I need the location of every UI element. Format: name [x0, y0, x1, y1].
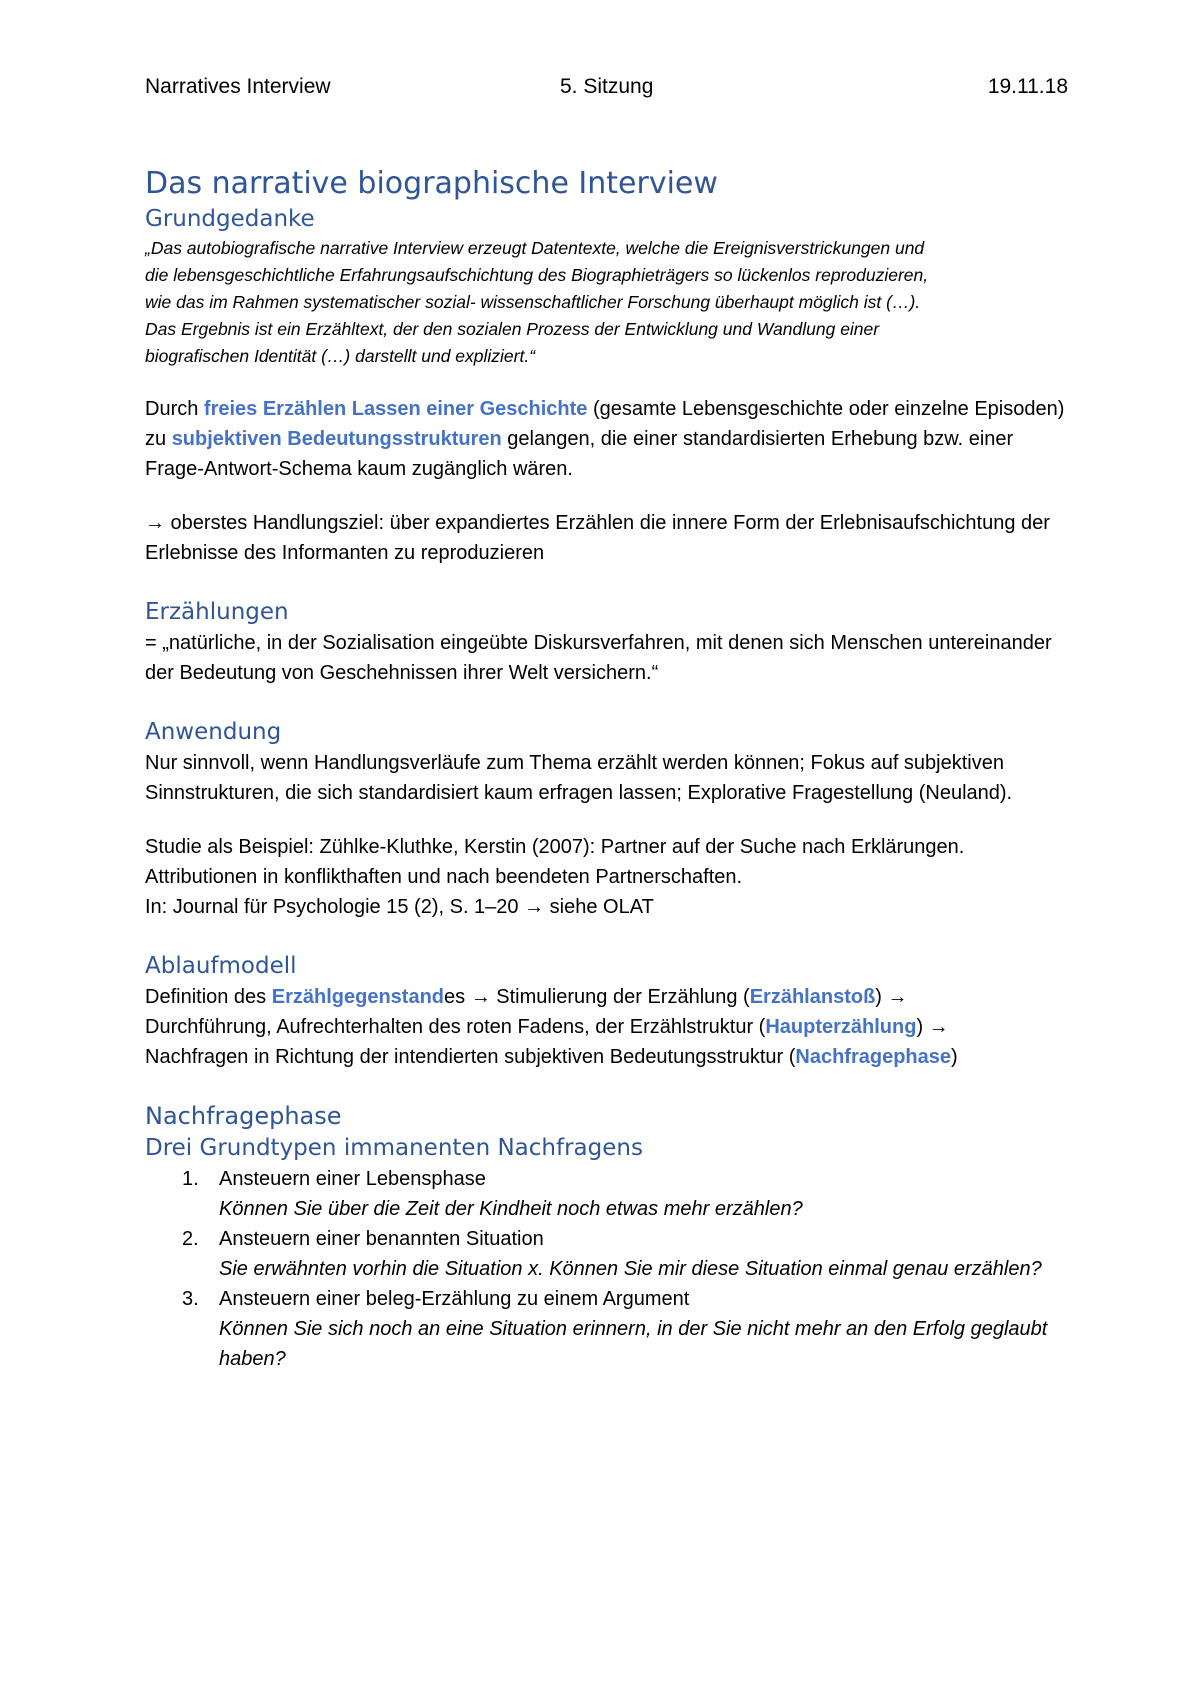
- list-item-label: Ansteuern einer beleg-Erzählung zu einem Argument: [219, 1288, 690, 1310]
- arrow-right-icon: →: [524, 896, 545, 918]
- text-segment: oberstes Handlungsziel: über expandiertes Erzählen die innere Form der Erlebnisaufschichtung der Erlebnisse des Informanten zu reproduzieren: [145, 512, 1050, 564]
- text-segment: Nachfragen in Richtung der intendierten subjektiven Bedeutungsstruktur (: [145, 1046, 796, 1068]
- header-left: Narratives Interview: [145, 75, 331, 98]
- heading-nachfragephase: Nachfragephase: [145, 1102, 342, 1130]
- text-segment: Durch: [145, 398, 204, 420]
- paragraph-studie: [145, 832, 1075, 922]
- list-item-example: Können Sie über die Zeit der Kindheit noch etwas mehr erzählen?: [219, 1198, 803, 1220]
- list-item: [145, 1284, 1075, 1374]
- heading-ablaufmodell: Ablaufmodell: [145, 953, 297, 979]
- list-item: [145, 1224, 1075, 1284]
- highlight-nachfragephase: Nachfragephase: [795, 1046, 952, 1068]
- document-body: [145, 165, 1075, 1374]
- arrow-right-icon: →: [145, 512, 165, 534]
- list-number: 2.: [182, 1228, 199, 1250]
- header-center: 5. Sitzung: [560, 75, 654, 98]
- text-segment: ): [916, 1016, 929, 1038]
- text-segment: ): [951, 1046, 958, 1068]
- highlight-bedeutungsstrukturen: subjektiven Bedeutungsstrukturen: [171, 428, 502, 450]
- text-segment: (gesamte Lebensgeschichte oder einzelne Episoden) zu: [145, 398, 1065, 450]
- list-item-example: Können Sie sich noch an eine Situation erinnern, in der Sie nicht mehr an den Erfolg geglaubt haben?: [219, 1318, 1048, 1370]
- page-title: Das narrative biographische Interview: [145, 166, 718, 201]
- text-segment: gelangen, die einer standardisierten Erhebung bzw. einer Frage-Antwort-Schema kaum zugänglich wären.: [145, 428, 1014, 480]
- list-item-label: Ansteuern einer benannten Situation: [219, 1228, 544, 1250]
- header-right: 19.11.18: [987, 75, 1068, 98]
- arrow-right-icon: →: [928, 1016, 949, 1038]
- heading-anwendung: Anwendung: [145, 719, 282, 745]
- highlight-erzaehlgegenstand: Erzählgegenstand: [271, 986, 445, 1008]
- study-line: siehe OLAT: [544, 896, 654, 918]
- study-line: In: Journal für Psychologie 15 (2), S. 1–20: [145, 896, 525, 918]
- text-segment: Definition des: [145, 986, 272, 1008]
- heading-erzaehlungen: Erzählungen: [145, 599, 289, 625]
- subheading-grundtypen: Drei Grundtypen immanenten Nachfragens: [145, 1135, 643, 1161]
- list-item-label: Ansteuern einer Lebensphase: [219, 1168, 486, 1190]
- highlight-erzaehlanstoss: Erzählanstoß: [749, 986, 876, 1008]
- paragraph-erzaehlungen: = „natürliche, in der Sozialisation eingeübte Diskursverfahren, mit denen sich Menschen untereinander der Bedeutung von Geschehnissen ihrer Welt versichern.“: [145, 632, 1052, 684]
- paragraph-handlungsziel: [145, 508, 1075, 568]
- arrow-right-icon: →: [887, 986, 908, 1008]
- nachfrage-list: [145, 1164, 1075, 1374]
- list-number: 1.: [182, 1168, 199, 1190]
- list-item-example: Sie erwähnten vorhin die Situation x. Können Sie mir diese Situation einmal genau erzählen?: [219, 1258, 1042, 1280]
- paragraph-ablaufmodell: [145, 982, 1075, 1072]
- highlight-freies-erzaehlen: freies Erzählen Lassen einer Geschichte: [203, 398, 588, 420]
- heading-grundgedanke: Grundgedanke: [145, 206, 315, 232]
- text-segment: ): [875, 986, 888, 1008]
- paragraph-durch: [145, 394, 1075, 484]
- text-segment: es: [444, 986, 471, 1008]
- paragraph-anwendung: Nur sinnvoll, wenn Handlungsverläufe zum Thema erzählt werden können; Fokus auf subjektiven Sinnstrukturen, die sich standardisiert kaum erfragen lassen; Explorative Fragestellung (Neuland).: [145, 752, 1013, 804]
- list-number: 3.: [182, 1288, 199, 1310]
- quote-block: „Das autobiografische narrative Interview erzeugt Datentexte, welche die Ereignisverstrickungen und die lebensgeschichtliche Erfahrungsaufschichtung des Biographieträgers so lückenlos reproduzieren, wie das im Rahmen systematischer sozial- wissenschaftlicher Forschung überhaupt möglich ist (…). Das Ergebnis ist ein Erzähltext, der den sozialen Prozess der Entwicklung und Wandlung einer biografischen Identität (…) darstellt und expliziert.“: [145, 238, 929, 366]
- study-line: Attributionen in konflikthaften und nach beendeten Partnerschaften.: [145, 866, 743, 888]
- list-item: [145, 1164, 1075, 1224]
- text-segment: Durchführung, Aufrechterhalten des roten Fadens, der Erzählstruktur (: [145, 1016, 766, 1038]
- study-line: Studie als Beispiel: Zühlke-Kluthke, Kerstin (2007): Partner auf der Suche nach Erklärungen.: [145, 836, 965, 858]
- arrow-right-icon: →: [470, 986, 491, 1008]
- highlight-haupterzaehlung: Haupterzählung: [765, 1016, 917, 1038]
- text-segment: Stimulierung der Erzählung (: [490, 986, 750, 1008]
